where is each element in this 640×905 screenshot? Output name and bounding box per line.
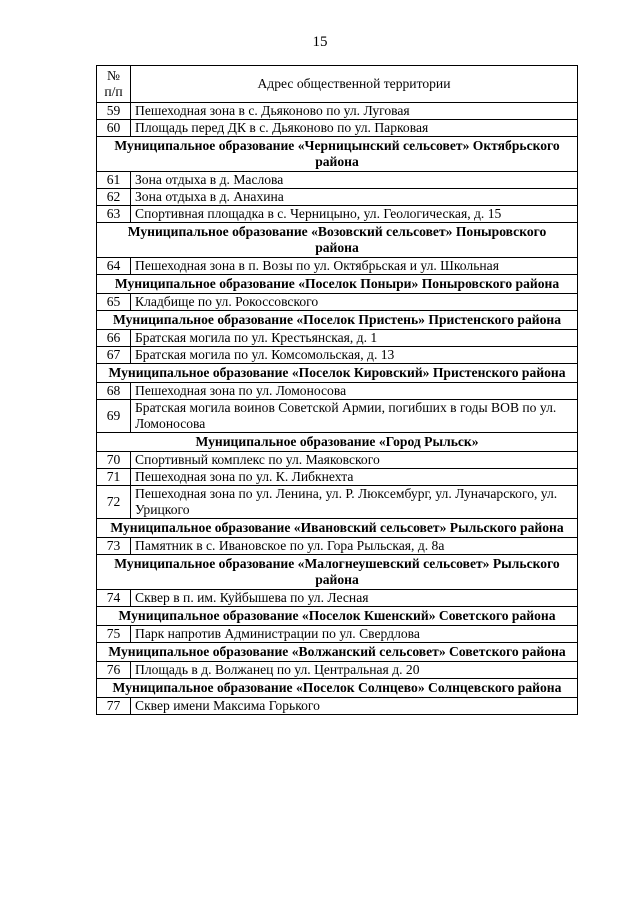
section-title: Муниципальное образование «Возовский сельсовет» Поныровского района [97, 223, 578, 258]
section-row [97, 643, 578, 662]
section-row [97, 364, 578, 383]
section-title: Муниципальное образование «Город Рыльск» [97, 433, 578, 452]
row-number: 77 [97, 698, 131, 715]
row-number: 76 [97, 662, 131, 679]
section-row [97, 679, 578, 698]
table-row [97, 698, 578, 715]
row-address: Братская могила по ул. Крестьянская, д. 1 [131, 330, 578, 347]
row-address: Сквер имени Максима Горького [131, 698, 578, 715]
table-row [97, 590, 578, 607]
table-row [97, 538, 578, 555]
table-row [97, 258, 578, 275]
row-address: Пешеходная зона по ул. Ломоносова [131, 383, 578, 400]
row-address: Братская могила по ул. Комсомольская, д. 13 [131, 347, 578, 364]
section-row [97, 607, 578, 626]
row-number: 66 [97, 330, 131, 347]
section-row [97, 519, 578, 538]
table-row [97, 486, 578, 519]
table-row [97, 452, 578, 469]
row-number: 70 [97, 452, 131, 469]
row-number: 69 [97, 400, 131, 433]
section-title: Муниципальное образование «Поселок Кшенский» Советского района [97, 607, 578, 626]
section-title: Муниципальное образование «Поселок Пристень» Пристенского района [97, 311, 578, 330]
row-address: Пешеходная зона по ул. К. Либкнехта [131, 469, 578, 486]
row-address: Пешеходная зона в с. Дьяконово по ул. Луговая [131, 103, 578, 120]
table-row [97, 626, 578, 643]
row-address: Площадь в д. Волжанец по ул. Центральная д. 20 [131, 662, 578, 679]
row-address: Пешеходная зона по ул. Ленина, ул. Р. Люксембург, ул. Луначарского, ул. Урицкого [131, 486, 578, 519]
row-number: 64 [97, 258, 131, 275]
row-number: 75 [97, 626, 131, 643]
header-number-abbr: п/п [104, 84, 123, 99]
row-address: Площадь перед ДК в с. Дьяконово по ул. Парковая [131, 120, 578, 137]
row-number: 62 [97, 189, 131, 206]
row-address: Кладбище по ул. Рокоссовского [131, 294, 578, 311]
row-address: Пешеходная зона в п. Возы по ул. Октябрьская и ул. Школьная [131, 258, 578, 275]
section-row [97, 311, 578, 330]
section-row [97, 555, 578, 590]
row-number: 74 [97, 590, 131, 607]
section-row [97, 223, 578, 258]
section-row [97, 137, 578, 172]
table-row [97, 469, 578, 486]
table-row [97, 400, 578, 433]
header-address: Адрес общественной территории [131, 66, 578, 103]
section-title: Муниципальное образование «Поселок Поныри» Поныровского района [97, 275, 578, 294]
table-row [97, 294, 578, 311]
section-title: Муниципальное образование «Поселок Кировский» Пристенского района [97, 364, 578, 383]
row-number: 63 [97, 206, 131, 223]
table-row [97, 330, 578, 347]
header-number-symbol: № [107, 68, 120, 83]
table-row [97, 189, 578, 206]
row-address: Спортивная площадка в с. Черницыно, ул. Геологическая, д. 15 [131, 206, 578, 223]
section-title: Муниципальное образование «Черницынский сельсовет» Октябрьского района [97, 137, 578, 172]
table-header-row [97, 66, 578, 103]
section-row [97, 433, 578, 452]
section-title: Муниципальное образование «Волжанский сельсовет» Советского района [97, 643, 578, 662]
row-number: 71 [97, 469, 131, 486]
table-row [97, 662, 578, 679]
section-title: Муниципальное образование «Поселок Солнцево» Солнцевского района [97, 679, 578, 698]
row-number: 60 [97, 120, 131, 137]
row-address: Зона отдыха в д. Маслова [131, 172, 578, 189]
row-address: Сквер в п. им. Куйбышева по ул. Лесная [131, 590, 578, 607]
table-row [97, 120, 578, 137]
table-row [97, 383, 578, 400]
row-number: 65 [97, 294, 131, 311]
page-number: 15 [312, 34, 328, 50]
table-row [97, 347, 578, 364]
row-address: Спортивный комплекс по ул. Маяковского [131, 452, 578, 469]
table-row [97, 206, 578, 223]
row-address: Памятник в с. Ивановское по ул. Гора Рыльская, д. 8а [131, 538, 578, 555]
row-number: 73 [97, 538, 131, 555]
row-address: Братская могила воинов Советской Армии, погибших в годы ВОВ по ул. Ломоносова [131, 400, 578, 433]
public-territories-table [96, 65, 578, 715]
row-number: 68 [97, 383, 131, 400]
table-body [97, 103, 578, 715]
section-title: Муниципальное образование «Ивановский сельсовет» Рыльского района [97, 519, 578, 538]
table-row [97, 172, 578, 189]
table-row [97, 103, 578, 120]
section-title: Муниципальное образование «Малогнеушевский сельсовет» Рыльского района [97, 555, 578, 590]
row-number: 72 [97, 486, 131, 519]
row-address: Парк напротив Администрации по ул. Свердлова [131, 626, 578, 643]
row-number: 61 [97, 172, 131, 189]
row-address: Зона отдыха в д. Анахина [131, 189, 578, 206]
row-number: 59 [97, 103, 131, 120]
section-row [97, 275, 578, 294]
header-number [97, 66, 131, 103]
row-number: 67 [97, 347, 131, 364]
